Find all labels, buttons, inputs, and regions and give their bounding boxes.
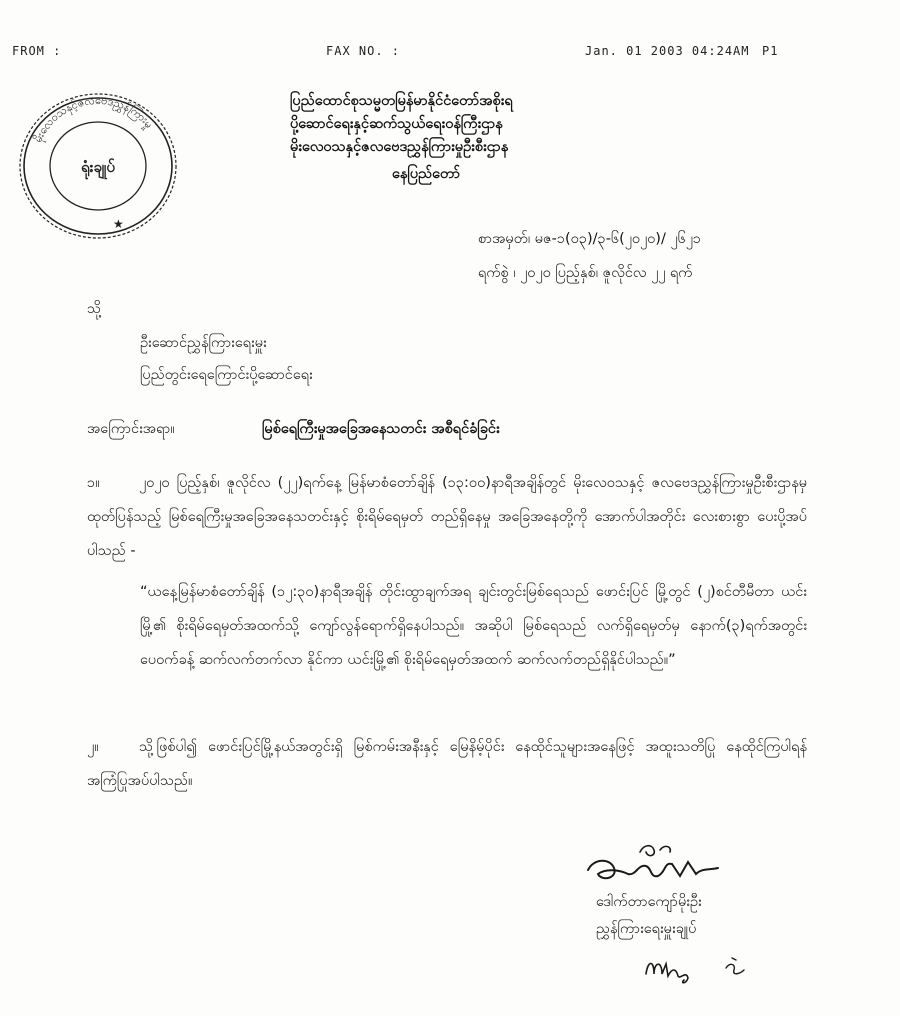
signatory-title: ညွှန်ကြားရေးမှူးချုပ် <box>596 921 697 937</box>
seal-center-text: ရုံးချုပ် <box>81 158 115 176</box>
letterhead-city: နေပြည်တော် <box>392 166 461 182</box>
initials-scribble-icon <box>640 950 760 986</box>
letterhead-department: မိုးလေဝသနှင့်ဇလဗေဒညွှန်ကြားမှုဦးစီးဌာန <box>290 139 509 155</box>
subject-text: မြစ်ရေကြီးမှုအခြေအနေသတင်း အစီရင်ခံခြင်း <box>262 421 500 437</box>
subject-label: အကြောင်းအရာ။ <box>87 421 175 437</box>
fax-from-label: FROM : <box>12 44 62 58</box>
paragraph1-number: ၁။ <box>87 475 100 491</box>
seal-ring-text: မိုးလေဝသနှင့်ဇလဗေဒညွှန်ကြားမှု <box>31 93 156 145</box>
letter-date: ရက်စွဲ ၊ ၂၀၂၀ ပြည့်နှစ်၊ ဇူလိုင်လ ၂၂ ရက် <box>478 265 693 281</box>
seal-star-icon: ★ <box>113 217 124 231</box>
paragraph2-number: ၂။ <box>87 739 99 755</box>
handwritten-signature-icon <box>580 840 730 888</box>
recipient-title: ဦးဆောင်ညွှန်ကြားရေးမှူး <box>140 335 267 351</box>
paragraph2-text: သို့ဖြစ်ပါ၍ ဖောင်းပြင်မြို့နယ်အတွင်းရှိ မြစ်ကမ်းအနီးနှင့် မြေနိမ့်ပိုင်း နေထိုင်သူများအနေဖြင့် အထူးသတိပြု နေထိုင်ကြပါရန် အကြံပြုအပ်ပါသည်။ <box>87 739 807 789</box>
fax-page-number: P1 <box>762 44 779 58</box>
recipient-to-label: သို့ <box>87 301 102 317</box>
letterhead-ministry: ပို့ဆောင်ရေးနှင့်ဆက်သွယ်ရေးဝန်ကြီးဌာန <box>290 116 503 132</box>
recipient-organization: ပြည်တွင်းရေကြောင်းပို့ဆောင်ရေး <box>140 367 313 383</box>
svg-text:မိုးလေဝသနှင့်ဇလဗေဒညွှန်ကြားမှု <box>31 94 155 146</box>
fax-number-label: FAX NO. : <box>326 44 401 58</box>
reference-number: စာအမှတ်၊ မဇ-၁(၀၃)/၃-၆(၂၀၂၀)/ ၂၆၂၁ <box>478 231 702 247</box>
bulletin-quote: “ယနေ့မြန်မာစံတော်ချိန် (၁၂:၃၀)နာရီအချိန် တိုင်းထွာချက်အရ ချင်းတွင်းမြစ်ရေသည် ဖောင်းပြင် မြို့တွင် (၂)စင်တီမီတာ ယင်းမြို့၏ စိုးရိမ်ရေမှတ်အထက်သို့ ကျော်လွန်ရောက်ရှိနေပါသည်။ အဆိုပါ မြစ်ရေသည် လက်ရှိရေမှတ်မှ နောက်(၃)ရက်အတွင်း ပေ၀က်ခန့် ဆက်လက်တက်လာ နိုင်ကာ ယင်းမြို့၏ စိုးရိမ်ရေမှတ်အထက် ဆက်လက်တည်ရှိနိုင်ပါသည်။” <box>140 584 807 668</box>
letterhead-government: ပြည်ထောင်စုသမ္မတမြန်မာနိုင်ငံတော်အစိုးရ <box>290 93 513 109</box>
fax-date-time: Jan. 01 2003 04:24AM <box>585 44 750 58</box>
office-seal-icon <box>15 90 181 242</box>
paragraph1-text: ၂၀၂၀ ပြည့်နှစ်၊ ဇူလိုင်လ (၂၂)ရက်နေ့ မြန်မာစံတော်ချိန် (၁၃:၀၀)နာရီအချိန်တွင် မိုးလေဝသနှင့် ဇလဗေဒညွှန်ကြားမှုဦးစီးဌာနမှ ထုတ်ပြန်သည့် မြစ်ရေကြီးမှုအခြေအနေသတင်းနှင့် စိုးရိမ်ရေမှတ် တည်ရှိနေမှု အခြေအနေတို့ကို အောက်ပါအတိုင်း လေးစားစွာ ပေးပို့အပ်ပါသည် - <box>87 475 807 559</box>
signatory-name: ဒေါက်တာကျော်မိုးဦး <box>596 894 702 910</box>
